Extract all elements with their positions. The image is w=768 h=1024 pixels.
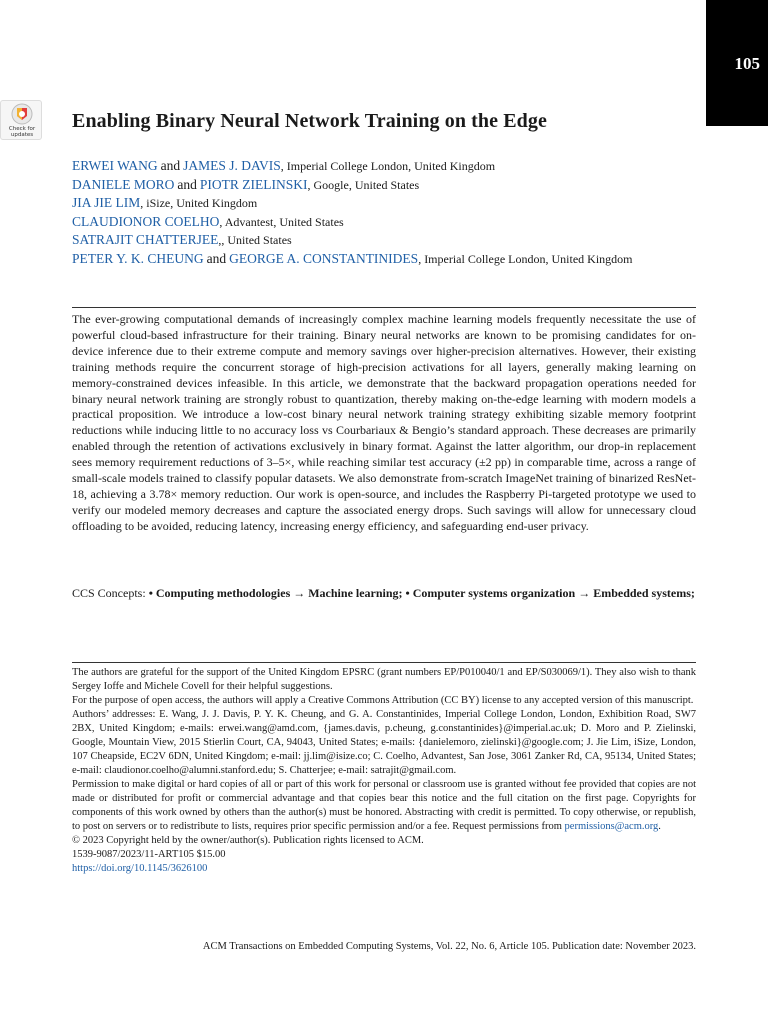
author-name[interactable]: PIOTR ZIELINSKI — [199, 176, 308, 192]
author-affiliation: , Imperial College London, United Kingdom — [280, 159, 496, 173]
abstract-divider — [72, 307, 696, 308]
permission-end: . — [658, 821, 661, 832]
author-line — [72, 231, 700, 250]
crossmark-label-2: updates — [10, 132, 34, 138]
crossmark-label-1: Check for — [8, 126, 36, 132]
author-affiliation: , Imperial College London, United Kingdom — [418, 251, 633, 266]
author-name[interactable]: JIA JIE LIM — [72, 195, 141, 210]
copyright-note: © 2023 Copyright held by the owner/author(s). Publication rights licensed to ACM. — [72, 835, 424, 846]
author-line — [72, 176, 700, 195]
funding-note: The authors are grateful for the support of the United Kingdom EPSRC (grant numbers EP/P010040/1 and EP/S030069/1). They also wish to thank Sergey Ioffe and Michele Covell for their helpful suggestions. — [72, 667, 696, 692]
author-affiliation: , Advantest, United States — [219, 214, 344, 229]
ccs-concept-list: • Computing methodologies → Machine learning; • Computer systems organization → Embedded systems; — [148, 586, 695, 600]
author-conjunction: and — [160, 158, 181, 173]
author-name[interactable]: PETER Y. K. CHEUNG — [72, 250, 204, 266]
author-conjunction: and — [206, 250, 227, 266]
author-name[interactable]: GEORGE A. CONSTANTINIDES — [229, 250, 419, 266]
issn-note: 1539-9087/2023/11-ART105 $15.00 — [72, 849, 226, 860]
ccs-concepts — [72, 585, 696, 601]
footnotes — [72, 666, 696, 876]
journal-footer: ACM Transactions on Embedded Computing Systems, Vol. 22, No. 6, Article 105. Publication date: November 2023. — [202, 941, 696, 952]
ccs-prefix: CCS Concepts: — [72, 586, 149, 600]
check-for-updates-badge[interactable] — [0, 100, 42, 140]
author-name[interactable]: SATRAJIT CHATTERJEE — [72, 232, 219, 247]
author-line — [72, 194, 700, 213]
author-name[interactable]: ERWEI WANG — [72, 158, 158, 173]
author-name[interactable]: DANIELE MORO — [72, 176, 175, 192]
page-number-badge — [706, 0, 768, 126]
abstract: The ever-growing computational demands of increasingly complex machine learning models frequently necessitate the use of powerful cloud-based infrastructure for their training. Binary neural networks are known to be promising candidates for on-device inference due to their extreme compute and memory savings over higher-precision alternatives. However, their existing training methods require the concurrent storage of high-precision activations for all layers, generally making learning on memory-constrained devices infeasible. In this article, we demonstrate that the backward propagation operations needed for binary neural network training are strongly robust to quantization, thereby making on-the-edge learning with modern models a practical proposition. We introduce a low-cost binary neural network training strategy exhibiting sizable memory footprint reductions while inducing little to no accuracy loss vs Courbariaux & Bengio’s standard approach. These decreases are primarily enabled through the retention of activations exclusively in binary format. Against the latter algorithm, our drop-in replacement sees memory requirement reductions of 3–5×, while reaching similar test accuracy (±2 pp) in comparable time, across a range of small-scale models trained to classify popular datasets. We also demonstrate from-scratch ImageNet training of binarized ResNet-18, achieving a 3.78× memory reduction. Our work is open-source, and includes the Raspberry Pi-targeted prototype we used to verify our modeled memory decreases and capture the associated energy drops. Such savings will allow for unnecessary cloud offloading to be avoided, reducing latency, increasing energy efficiency, and safeguarding end-user privacy. — [72, 312, 696, 533]
permission-text: Permission to make digital or hard copies of all or part of this work for personal or classroom use is granted without fee provided that copies are not made or distributed for profit or commercial advantage and that copies bear this notice and the full citation on the first page. Copyrights for components of this work owned by others than the author(s) must be honored. Abstracting with credit is permitted. To copy otherwise, or republish, to post on servers or to redistribute to lists, requires prior specific permission and/or a fee. Request permissions from — [72, 779, 696, 832]
author-name[interactable]: CLAUDIONOR COELHO — [72, 213, 220, 229]
doi-link[interactable]: https://doi.org/10.1145/3626100 — [72, 863, 208, 874]
footnote-divider — [72, 662, 696, 663]
author-list — [72, 157, 700, 268]
author-affiliation: , Google, United States — [307, 177, 420, 192]
author-affiliation: ,, United States — [218, 233, 292, 247]
crossmark-icon — [11, 103, 33, 125]
author-affiliation: , iSize, United Kingdom — [140, 196, 258, 210]
paper-title: Enabling Binary Neural Network Training on the Edge — [72, 110, 547, 132]
author-line — [72, 213, 700, 232]
page-number: 105 — [734, 54, 760, 73]
author-line — [72, 157, 700, 176]
permission-note — [72, 778, 696, 834]
author-conjunction: and — [177, 176, 197, 192]
author-addresses: Authors’ addresses: E. Wang, J. J. Davis, P. Y. K. Cheung, and G. A. Constantinides, Imperial College London, London, Exhibition Road, SW7 2BX, United Kingdom; e-mails: erwei.wang@amd.com, {james.davis, p.cheung, g.constantinides}@imperial.ac.uk; D. Moro and P. Zielinski, Google, Mountain View, 2015 Stierlin Court, CA, 94043, United States; e-mails: {danielemoro, zielinski}@google.com; J. Jie Lim, iSize, London, 107 Cheapside, EC2V 6DN, United Kingdom; e-mail: jj.lim@isize.co; C. Coelho, Advantest, San Jose, 3061 Zanker Rd, CA, 95134, United States; e-mail: claudionor.coelho@alumni.stanford.edu; S. Chatterjee; e-mail: satrajit@gmail.com. — [72, 709, 696, 776]
open-access-note: For the purpose of open access, the authors will apply a Creative Commons Attribution (CC BY) license to any accepted version of this manuscript. — [72, 695, 694, 706]
permissions-email-link[interactable]: permissions@acm.org — [564, 821, 659, 832]
author-name[interactable]: JAMES J. DAVIS — [183, 158, 281, 173]
author-line — [72, 250, 700, 269]
